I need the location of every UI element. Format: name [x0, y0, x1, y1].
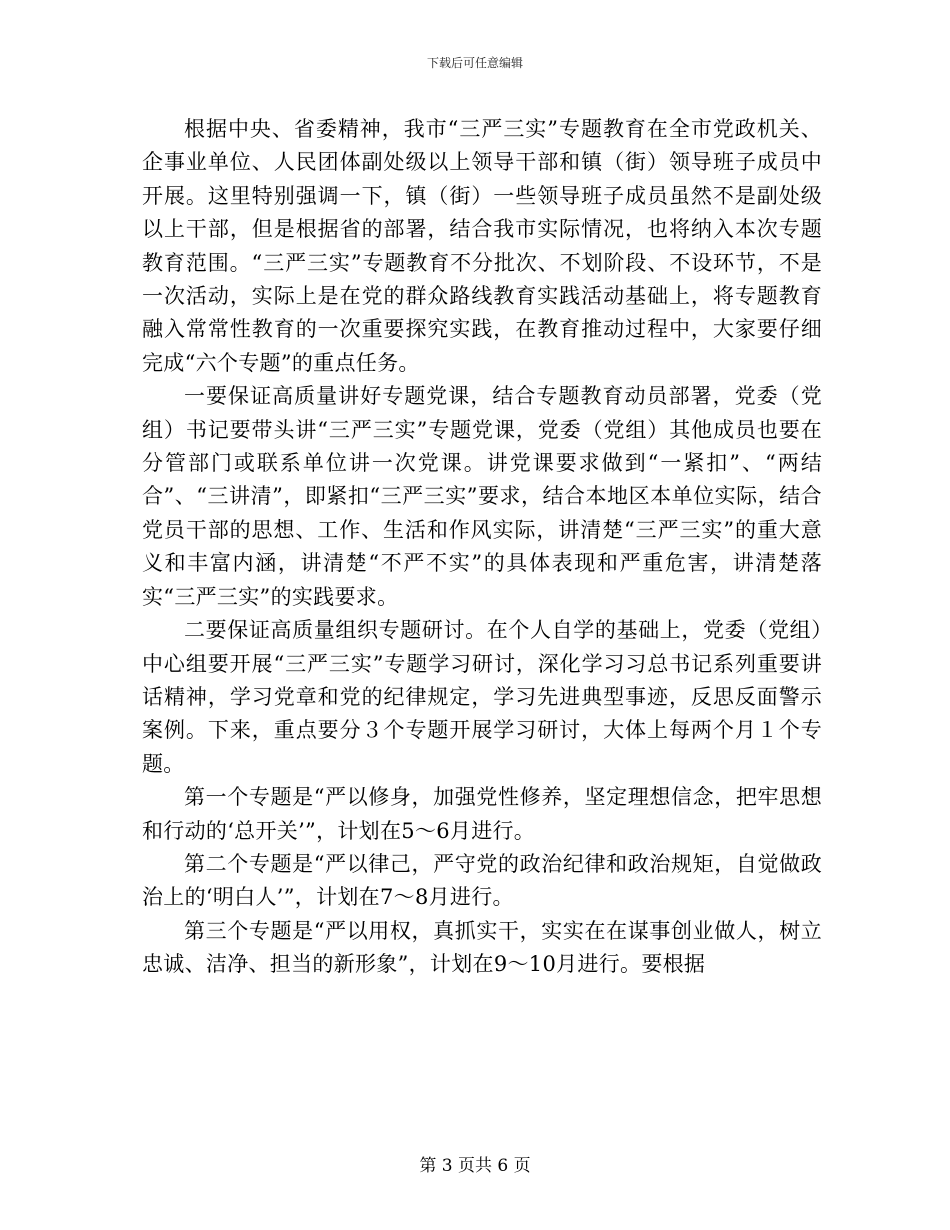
- paragraph: 第三个专题是“严以用权，真抓实干，实实在在谋事创业做人，树立忠诚、洁净、担当的新形象”，计划在9～10月进行。要根据: [142, 918, 822, 977]
- paragraph: 一要保证高质量讲好专题党课，结合专题教育动员部署，党委（党组）书记要带头讲“三严三实”专题党课，党委（党组）其他成员也要在分管部门或联系单位讲一次党课。讲党课要求做到“一紧扣”、“两结合”、“三讲清”，即紧扣“三严三实”要求，结合本地区本单位实际，结合党员干部的思想、工作、生活和作风实际，讲清楚“三严三实”的重大意义和丰富内涵，讲清楚“不严不实”的具体表现和严重危害，讲清楚落实“三严三实”的实践要求。: [142, 384, 822, 609]
- paragraph: 第二个专题是“严以律己，严守党的政治纪律和政治规矩，自觉做政治上的‘明白人’”，计划在7～8月进行。: [142, 851, 822, 910]
- document-body: [142, 113, 822, 982]
- page-number: 第 3 页共 6 页: [419, 1156, 531, 1176]
- paragraph: 根据中央、省委精神，我市“三严三实”专题教育在全市党政机关、企事业单位、人民团体副处级以上领导干部和镇（街）领导班子成员中开展。这里特别强调一下，镇（街）一些领导班子成员虽然不是副处级以上干部，但是根据省的部署，结合我市实际情况，也将纳入本次专题教育范围。“三严三实”专题教育不分批次、不划阶段、不设环节，不是一次活动，实际上是在党的群众路线教育实践活动基础上，将专题教育融入常常性教育的一次重要探究实践，在教育推动过程中，大家要仔细完成“六个专题”的重点任务。: [142, 117, 822, 375]
- page-header: 下载后可任意编辑: [426, 56, 523, 70]
- paragraph: 二要保证高质量组织专题研讨。在个人自学的基础上，党委（党组）中心组要开展“三严三实”专题学习研讨，深化学习习总书记系列重要讲话精神，学习党章和党的纪律规定，学习先进典型事迹，反思反面警示案例。下来，重点要分３个专题开展学习研讨，大体上每两个月１个专题。: [142, 618, 822, 776]
- paragraph: 第一个专题是“严以修身，加强党性修养，坚定理想信念，把牢思想和行动的‘总开关’”，计划在5～6月进行。: [142, 785, 822, 843]
